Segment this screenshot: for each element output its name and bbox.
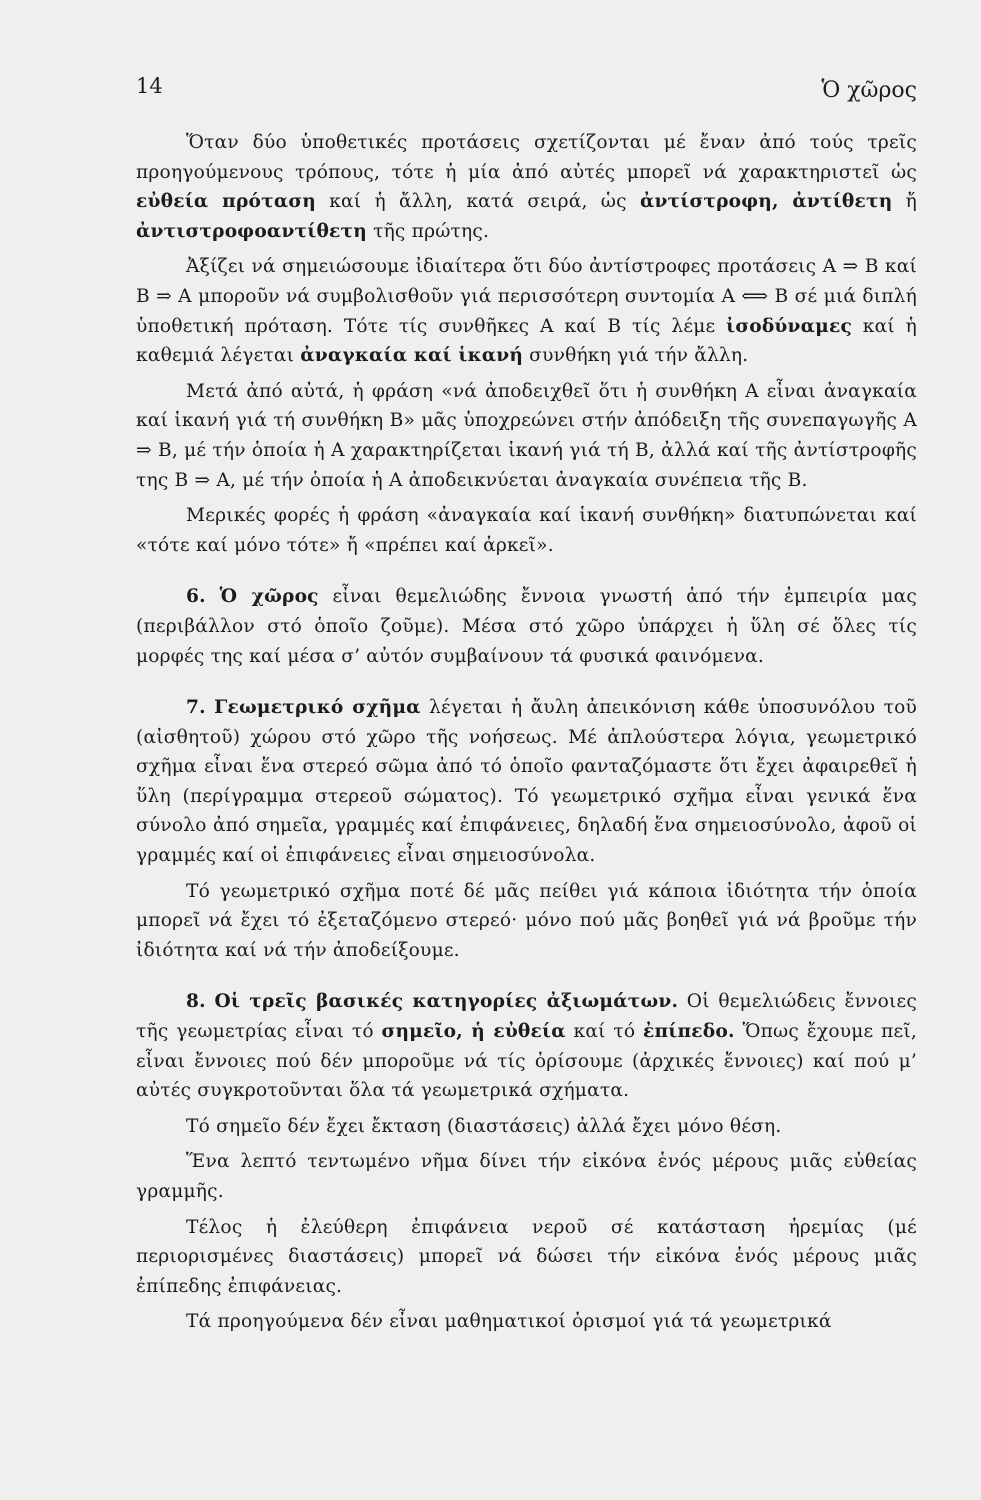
term-equivalent: ἰσοδύναμες <box>726 315 852 337</box>
paragraph-point: Τό σημεῖο δέν ἔχει ἔκταση (διαστάσεις) ἀλλά ἔχει μόνο θέση. <box>186 1115 782 1137</box>
section-title: Γεωμετρικό σχῆμα <box>214 697 421 719</box>
section-7-geometric-figure: 7. Γεωμετρικό σχῆμα λέγεται ἡ ἄυλη ἀπεικόνιση κάθε ὑποσυνόλου τοῦ (αἰσθητοῦ) χώρου στό χῶρο τῆς νοήσεως. Μέ ἁπλούστερα λόγια, γεωμετρικό σχῆμα εἶναι ἕνα στερεό σῶμα ἀπό τό ὁποῖο φανταζόμαστε ὅτι ἔχει ἀφαιρεθεῖ ἡ ὕλη (περίγραμμα στερεοῦ σώματος). Τό γεωμετρικό σχῆμα εἶναι γενικά ἕνα σύνολο ἀπό σημεῖα, γραμμές καί ἐπιφάνειες, δηλαδή ἕνα σημειοσύνολο, ἀφοῦ οἱ γραμμές καί οἱ ἐπιφάνειες εἶναι σημειοσύνολα. <box>136 697 917 867</box>
paragraph-equivalent-conditions: Ἀξίζει νά σημειώσουμε ἰδιαίτερα ὅτι δύο ἀντίστροφες προτάσεις Α ⇒ Β καί Β ⇒ Α μποροῦν νά συμβολισθοῦν γιά περισσότερη συντομία Α ⟺ Β σέ μιά διπλή ὑποθετική πρόταση. Τότε τίς συνθῆκες Α καί Β τίς λέμε ἰσοδύναμες καί ἡ καθεμιά λέγεται ἀναγκαία καί ἱκανή συνθήκη γιά τήν ἄλλη. <box>136 256 917 367</box>
term-direct-proposition: εὐθεία πρόταση <box>136 191 316 213</box>
page-body <box>136 128 917 1343</box>
paragraph-if-and-only-if: Μερικές φορές ἡ φράση «ἀναγκαία καί ἱκανή συνθήκη» διατυπώνεται καί «τότε καί μόνο τότε» ἤ «πρέπει καί ἀρκεῖ». <box>136 505 917 556</box>
section-title: Οἱ τρεῖς βασικές κατηγορίες ἀξιωμάτων. <box>214 991 679 1013</box>
term-converse-inverse: ἀντίστροφη, ἀντίθετη <box>639 191 893 213</box>
running-head: Ὁ χῶρος <box>821 78 917 103</box>
paragraph-not-definitions: Τά προηγούμενα δέν εἶναι μαθηματικοί ὁρισμοί γιά τά γεωμετρικά <box>186 1311 832 1333</box>
term-plane: ἐπίπεδο. <box>642 1021 735 1043</box>
term-contrapositive: ἀντιστροφοαντίθετη <box>136 220 367 242</box>
section-title: Ὁ χῶρος <box>219 586 319 608</box>
paragraph-plane: Τέλος ἡ ἐλεύθερη ἐπιφάνεια νεροῦ σέ κατάσταση ἠρεμίας (μέ περιορισμένες διαστάσεις) μπορεῖ νά δώσει τήν εἰκόνα ἑνός μέρους μιᾶς ἐπίπεδης ἐπιφάνειας. <box>136 1216 917 1297</box>
section-8-axiom-categories: 8. Οἱ τρεῖς βασικές κατηγορίες ἀξιωμάτων. Οἱ θεμελιώδεις ἔννοιες τῆς γεωμετρίας εἶναι τό σημεῖο, ἡ εὐθεία καί τό ἐπίπεδο. Ὅπως ἔχουμε πεῖ, εἶναι ἔννοιες πού δέν μποροῦμε νά τίς ὁρίσουμε (ἀρχικές ἔννοιες) καί πού μ’ αὐτές συγκροτοῦνται ὅλα τά γεωμετρικά σχήματα. <box>136 991 917 1102</box>
term-point-line: σημεῖο, ἡ εὐθεία <box>381 1021 566 1043</box>
section-number: 7. <box>186 697 206 719</box>
paragraph-hypothetical-propositions: Ὅταν δύο ὑποθετικές προτάσεις σχετίζονται μέ ἔναν ἀπό τούς τρεῖς προηγούμενους τρόπους, τότε ἡ μία ἀπό αὐτές μπορεῖ νά χαρακτηριστεῖ ὡς εὐθεία πρόταση καί ἡ ἄλλη, κατά σειρά, ὡς ἀντίστροφη, ἀντίθετη ἤ ἀντιστροφοαντίθετη τῆς πρώτης. <box>136 132 917 242</box>
term-necessary-sufficient: ἀναγκαία καί ἱκανή <box>300 345 524 367</box>
page-number: 14 <box>136 74 163 98</box>
page-header <box>136 74 917 108</box>
paragraph-line: Ἕνα λεπτό τεντωμένο νῆμα δίνει τήν εἰκόνα ἑνός μέρους μιᾶς εὐθείας γραμμῆς. <box>136 1151 917 1202</box>
paragraph-necessary-sufficient-proof: Μετά ἀπό αὐτά, ἡ φράση «νά ἀποδειχθεῖ ὅτι ἡ συνθήκη Α εἶναι ἀναγκαία καί ἱκανή γιά τή συνθήκη Β» μᾶς ὑποχρεώνει στήν ἀπόδειξη τῆς συνεπαγωγῆς Α ⇒ Β, μέ τήν ὁποία ἡ Α χαρακτηρίζεται ἱκανή γιά τή Β, ἀλλά καί τῆς ἀντίστροφῆς της Β ⇒ Α, μέ τήν ὁποία ἡ Α ἀποδεικνύεται ἀναγκαία συνέπεια τῆς Β. <box>136 380 917 491</box>
paragraph-figure-property: Τό γεωμετρικό σχῆμα ποτέ δέ μᾶς πείθει γιά κάποια ἰδιότητα τήν ὁποία μπορεῖ νά ἔχει τό ἐξεταζόμενο στερεό· μόνο πού μᾶς βοηθεῖ γιά νά βροῦμε τήν ἰδιότητα καί νά τήν ἀποδείξουμε. <box>136 880 917 961</box>
section-number: 8. <box>186 991 206 1013</box>
section-number: 6. <box>186 586 206 608</box>
section-6-space: 6. Ὁ χῶρος εἶναι θεμελιώδης ἔννοια γνωστή ἀπό τήν ἐμπειρία μας (περιβάλλον στό ὁποῖο ζοῦμε). Μέσα στό χῶρο ὑπάρχει ἡ ὕλη σέ ὅλες τίς μορφές της καί μέσα σ’ αὐτόν συμβαίνουν τά φυσικά φαινόμενα. <box>136 586 917 667</box>
